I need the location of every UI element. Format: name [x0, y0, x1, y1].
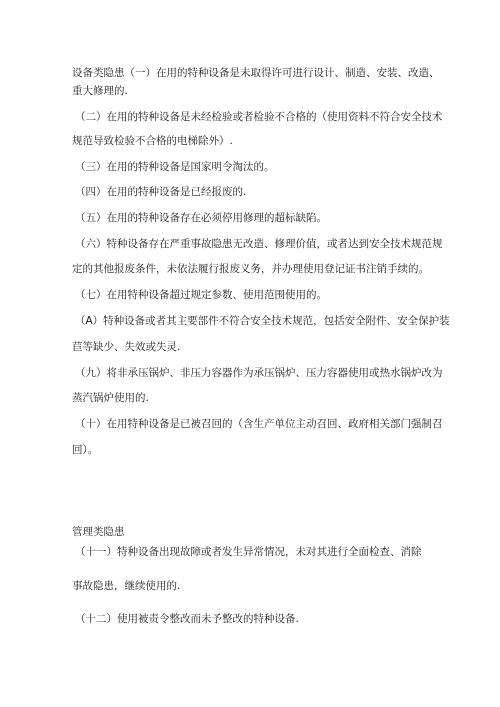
item-6-line2: 定的其他报废条件，未依法履行报废义务，并办理使用登记证书注销手续的。: [72, 263, 429, 275]
item-4: （四）在用的特种设备是已经报废的.: [75, 186, 247, 198]
item-10-line1: （十）在用特种设备是已被召回的（含生产单位主动召回、政府相关部门强制召: [75, 418, 443, 430]
item-7: （七）在用特种设备超过规定参数、使用范围使用的。: [75, 289, 327, 301]
item-3: （三）在用的特种设备是国家明令淘汰的。: [75, 161, 275, 173]
item-5: （五）在用的特种设备存在必须停用修理的超标缺陷。: [75, 212, 327, 224]
item-8-line2: 苣等缺少、失效或失灵.: [72, 341, 181, 353]
section2-heading: 管理类隐患: [72, 526, 125, 538]
item-10-line2: 回）。: [72, 444, 99, 456]
item-2-line2: 规范导致检验不合格的电梯除外）.: [72, 135, 233, 147]
item-6-line1: （六）特种设备存在严重事故隐患无改造、修理价值，或者达到安全技术规范规: [75, 238, 443, 250]
section1-line2: 重大修理的.: [72, 85, 128, 97]
item-8-line1: （A）特种设备或者其主要部件不符合安全技术规范，包括安全附件、安全保护装: [75, 315, 450, 327]
item-11-line2: 事故隐患，继续使用的.: [72, 580, 181, 592]
item-11-line1: （十一）特种设备出现故障或者发生异常情况，未对其进行全面检查、消除: [75, 546, 422, 558]
section1-line1: 设备类隐患（一）在用的特种设备是未取得许可进行设计、制造、安装、改造、: [72, 67, 440, 79]
item-12: （十二）使用被责令整改而未予整改的特种设备.: [75, 613, 299, 625]
item-2-line1: （二）在用的特种设备是未经检验或者检验不合格的（使用资料不符合安全技术: [75, 111, 443, 123]
item-9-line2: 蒸汽锅炉使用的.: [72, 392, 149, 404]
item-9-line1: （九）将非承压锅炉、非压力容器作为承压锅炉、压力容器使用或热水锅炉改为: [75, 367, 443, 379]
